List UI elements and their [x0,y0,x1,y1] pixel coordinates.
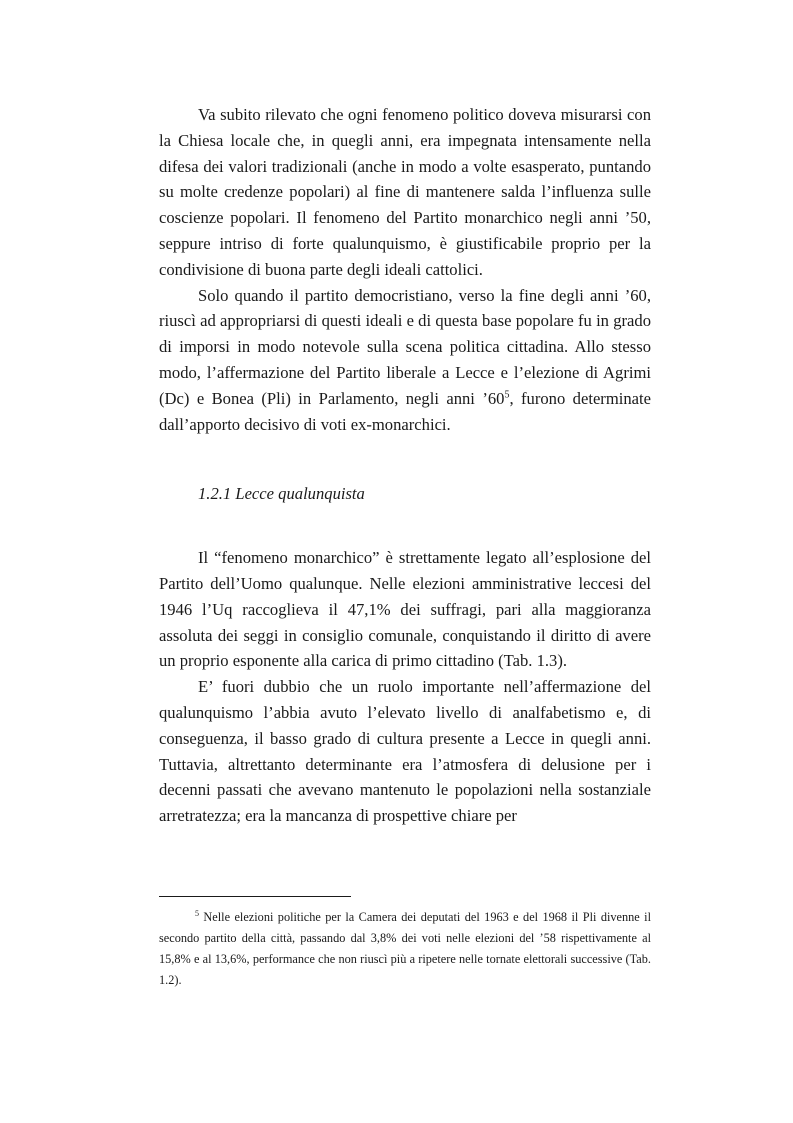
footnote-divider [159,896,351,897]
paragraph-fenomeno-monarchico: Il “fenomeno monarchico” è strettamente legato all’esplosione del Partito dell’Uomo qualunque. Nelle elezioni amministrative leccesi del 1946 l’Uq raccoglieva il 47,1% dei suffragi, pari alla maggioranza assoluta dei seggi in consiglio comunale, conquistando il diritto di avere un proprio esponente alla carica di primo cittadino (Tab. 1.3). [159,548,651,671]
footnote-5 [159,907,651,991]
paragraph-text-after-note: , furono determinate dall’apporto decisivo di voti ex-monarchici. [159,388,651,434]
heading-spacer [159,507,651,545]
paragraph-chiesa-locale: Va subito rilevato che ogni fenomeno politico doveva misurarsi con la Chiesa locale che, in quegli anni, era impegnata intensamente nella difesa dei valori tradizionali (anche in modo a volte esasperato, puntando su molte credenze popolari) al fine di mantenere salda l’influenza sulle coscienze popolari. Il fenomeno del Partito monarchico negli anni ’50, seppure intriso di forte qualunquismo, è giustificabile proprio per la condivisione di buona parte degli ideali cattolici. [159,105,651,279]
section-heading: 1.2.1 Lecce qualunquista [198,484,365,504]
footnote-mark: 5 [195,908,199,918]
paragraph-partito-democristiano [159,283,651,438]
paragraph-qualunquismo: E’ fuori dubbio che un ruolo importante nell’affermazione del qualunquismo l’abbia avuto l’elevato livello di analfabetismo e, di conseguenza, il basso grado di cultura presente a Lecce in quegli anni. Tuttavia, altrettanto determinante era l’atmosfera di delusione per i decenni passati che avevano mantenuto le popolazioni nella sostanziale arretratezza; era la mancanza di prospettive chiare per [159,677,651,826]
page-body [159,102,651,829]
footnote-text: Nelle elezioni politiche per la Camera dei deputati del 1963 e del 1968 il Pli divenne il secondo partito della città, passando dal 3,8% dei voti nelle elezioni del ’58 rispettivamente al 15,8% e al 13,6%, performance che non riuscì più a ripetere nelle tornate elettorali successive (Tab. 1.2). [159,910,651,987]
paragraph-text-before-note: Solo quando il partito democristiano, verso la fine degli anni ’60, riuscì ad appropriarsi di questi ideali e di questa base popolare fu in grado di imporsi in modo notevole sulla scena politica cittadina. Allo stesso modo, l’affermazione del Partito liberale a Lecce e l’elezione di Agrimi (Dc) e Bonea (Pli) in Parlamento, negli anni ’60 [159,285,651,408]
footnote-reference-5[interactable]: 5 [504,389,510,401]
